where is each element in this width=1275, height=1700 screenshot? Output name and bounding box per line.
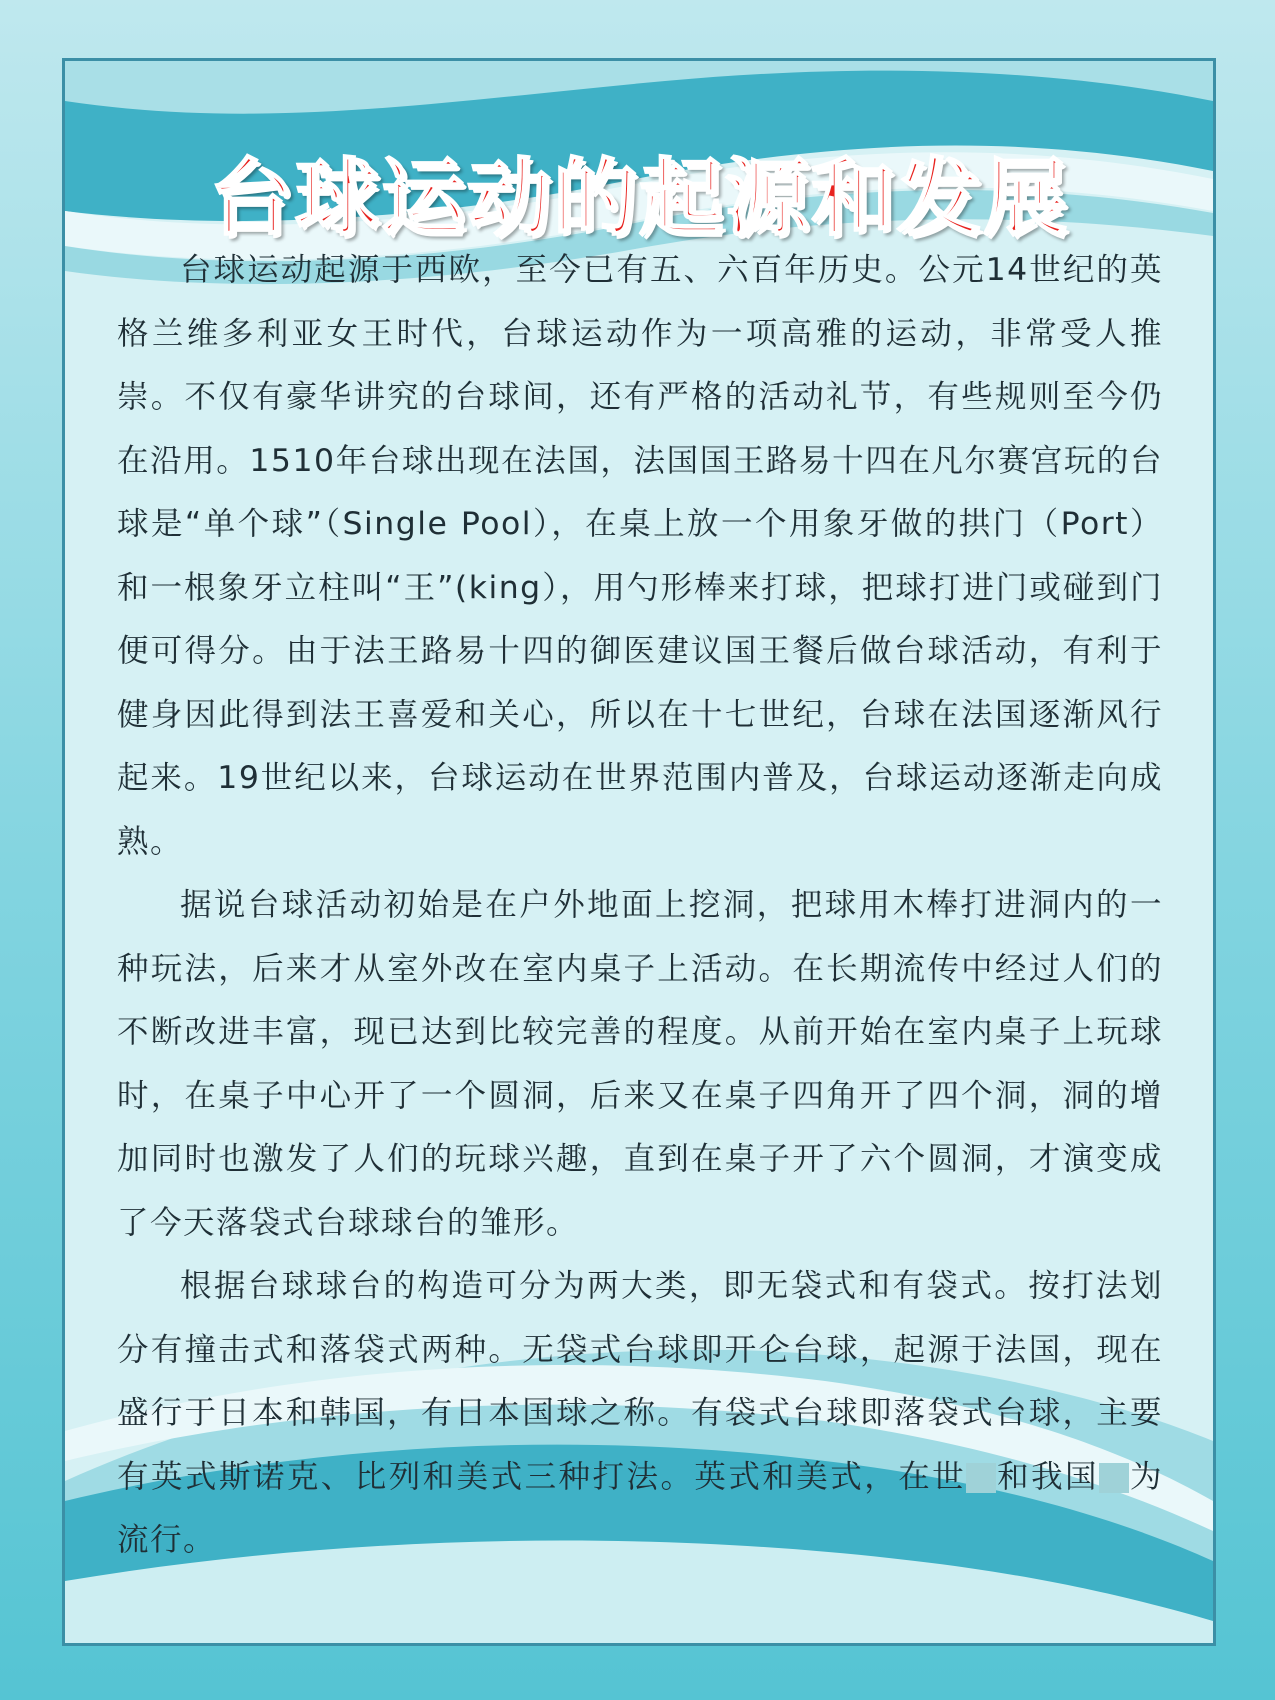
paragraph-3-text-a: 根据台球球台的构造可分为两大类，即无袋式和有袋式。按打法划分有撞击式和落袋式两种。无袋式台球即开仑台球，起源于法国，现在盛行于日本和韩国，有日本国球之称。有袋式台球即落袋式台球，主要有英式斯诺克、比列和美式三种打法。英式和美式，在世 bbox=[117, 1268, 1163, 1495]
redaction-block bbox=[1099, 1463, 1129, 1493]
paragraph-2: 据说台球活动初始是在户外地面上挖洞，把球用木棒打进洞内的一种玩法，后来才从室外改在室内桌子上活动。在长期流传中经过人们的不断改进丰富，现已达到比较完善的程度。从前开始在室内桌子上玩球时，在桌子中心开了一个圆洞，后来又在桌子四角开了四个洞，洞的增加同时也激发了人们的玩球兴趣，直到在桌子开了六个圆洞，才演变成了今天落袋式台球球台的雏形。 bbox=[117, 887, 1163, 1241]
paragraph-3 bbox=[117, 1255, 1163, 1573]
page-title: 台球运动的起源和发展 bbox=[208, 149, 1069, 247]
article-body bbox=[117, 239, 1163, 1573]
redaction-block bbox=[966, 1463, 996, 1493]
paragraph-3-text-b: 和我国 bbox=[996, 1458, 1100, 1495]
paragraph-1: 台球运动起源于西欧，至今已有五、六百年历史。公元14世纪的英格兰维多利亚女王时代，台球运动作为一项高雅的运动，非常受人推崇。不仅有豪华讲究的台球间，还有严格的活动礼节，有些规则至今仍在沿用。1510年台球出现在法国，法国国王路易十四在凡尔赛宫玩的台球是“单个球”（Single Pool），在桌上放一个用象牙做的拱门（Port）和一根象牙立柱叫“王”(king），用勺形棒来打球，把球打进门或碰到门便可得分。由于法王路易十四的御医建议国王餐后做台球活动，有利于健身因此得到法王喜爱和关心，所以在十七世纪，台球在法国逐渐风行起来。19世纪以来，台球运动在世界范围内普及，台球运动逐渐走向成熟。 bbox=[117, 252, 1163, 860]
poster-frame bbox=[62, 58, 1216, 1646]
paragraph-3-text-c: 为流行。 bbox=[117, 1458, 1163, 1558]
